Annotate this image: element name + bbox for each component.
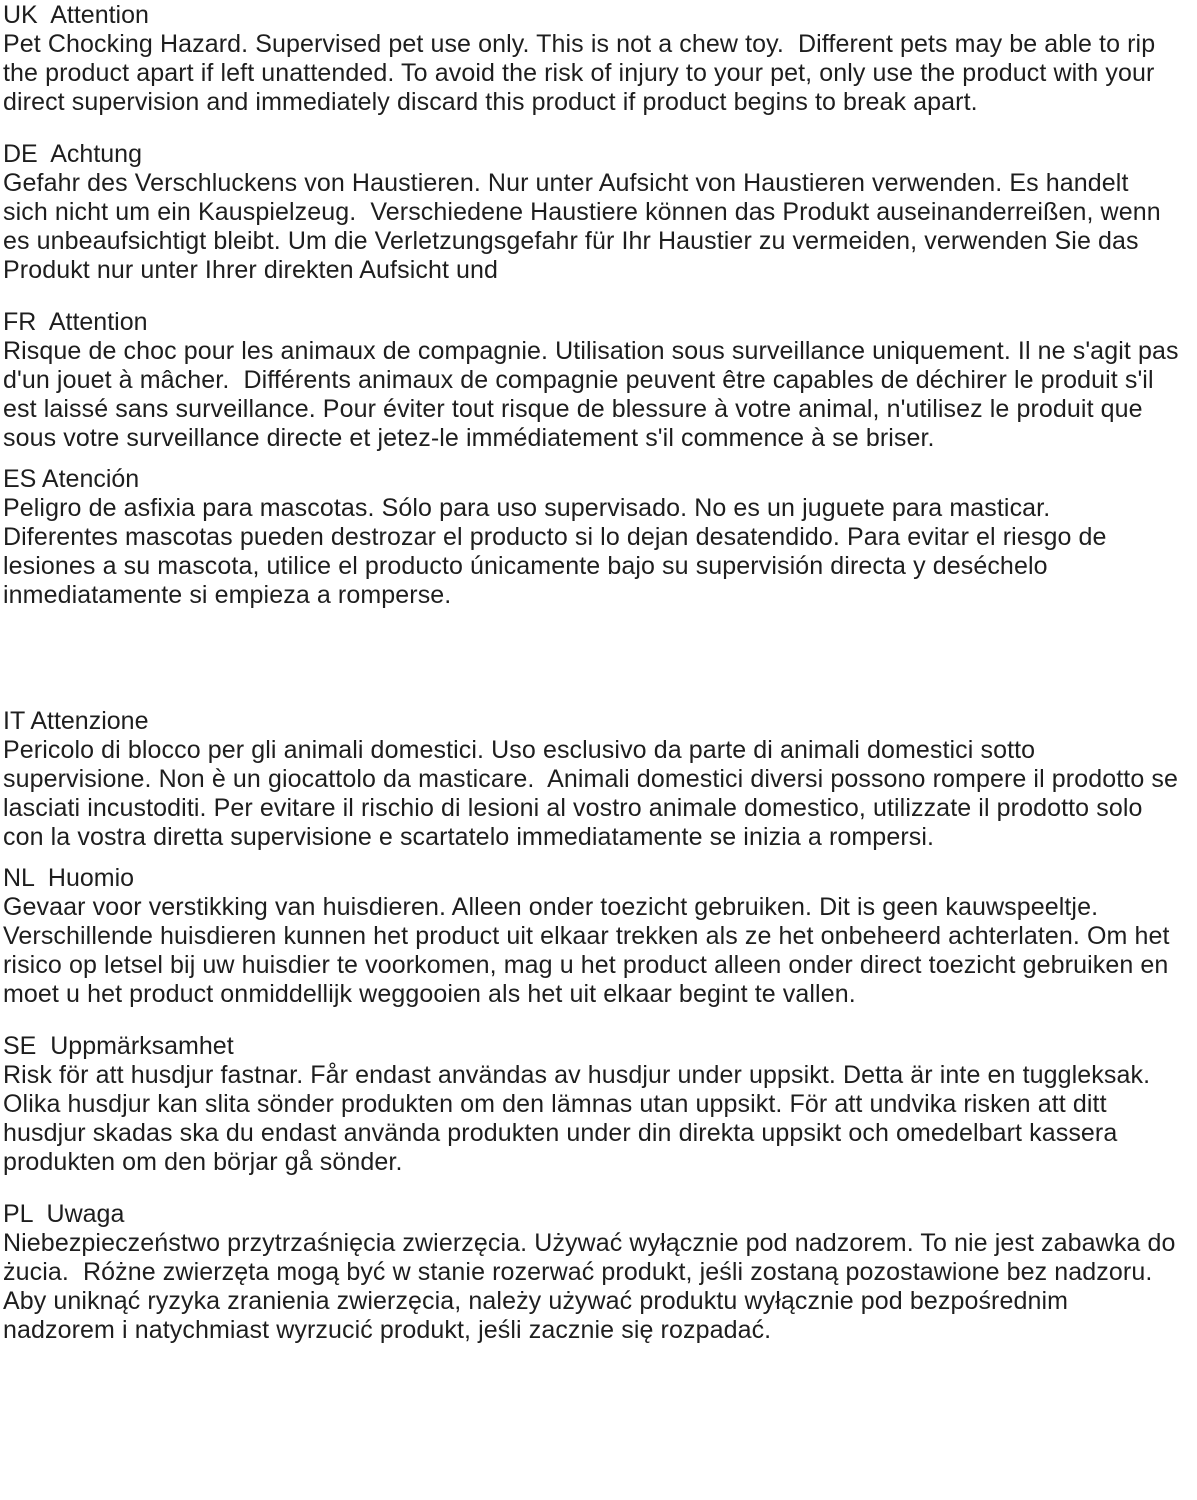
section-header-uk: UK Attention (3, 1, 149, 29)
section-body-pl: Niebezpieczeństwo przytrzaśnięcia zwierzęcia. Używać wyłącznie pod nadzorem. To nie jest zabawka do żucia. Różne zwierzęta mogą być w stanie rozerwać produkt, jeśli zostaną pozostawione bez nadzoru. Aby uniknąć ryzyka zranienia zwierzęcia, należy używać produktu wyłącznie pod bezpośrednim nadzorem i natychmiast wyrzucić produkt, jeśli zacznie się rozpadać. (3, 1229, 1183, 1344)
section-header-de: DE Achtung (3, 140, 142, 168)
section-body-se: Risk för att husdjur fastnar. Får endast användas av husdjur under uppsikt. Detta är inte en tuggleksak. Olika husdjur kan slita sönder produkten om den lämnas utan uppsikt. För att undvika risken att ditt husdjur skadas ska du endast använda produkten under din direkta uppsikt och omedelbart kassera produkten om den börjar gå sönder. (3, 1061, 1165, 1176)
warning-section-de (3, 140, 1179, 285)
section-body-it: Pericolo di blocco per gli animali domestici. Uso esclusivo da parte di animali domestici sotto supervisione. Non è un giocattolo da masticare. Animali domestici diversi possono rompere il prodotto se lasciati incustoditi. Per evitare il rischio di lesioni al vostro animale domestico, utilizzate il prodotto solo con la vostra diretta supervisione e scartatelo immediatamente se inizia a rompersi. (3, 736, 1186, 851)
warning-section-pl (3, 1200, 1183, 1345)
warning-section-se (3, 1032, 1179, 1177)
warning-section-nl (3, 864, 1179, 1009)
section-body-uk: Pet Chocking Hazard. Supervised pet use only. This is not a chew toy. Different pets may be able to rip the product apart if left unattended. To avoid the risk of injury to your pet, only use the product with your direct supervision and immediately discard this product if product begins to break apart. (3, 30, 1163, 116)
warning-section-it (3, 707, 1186, 852)
section-header-fr: FR Attention (3, 308, 148, 336)
section-body-nl: Gevaar voor verstikking van huisdieren. Alleen onder toezicht gebruiken. Dit is geen kauwspeeltje. Verschillende huisdieren kunnen het product uit elkaar trekken als ze het onbeheerd achterlaten. Om het risico op letsel bij uw huisdier te voorkomen, mag u het product alleen onder direct toezicht gebruiken en moet u het product onmiddellijk weggooien als het uit elkaar begint te vallen. (3, 893, 1177, 1008)
section-header-it: IT Attenzione (3, 707, 149, 735)
section-header-pl: PL Uwaga (3, 1200, 125, 1228)
section-header-nl: NL Huomio (3, 864, 135, 892)
warning-section-es (3, 465, 1179, 610)
section-body-es: Peligro de asfixia para mascotas. Sólo para uso supervisado. No es un juguete para masticar. Diferentes mascotas pueden destrozar el producto si lo dejan desatendido. Para evitar el riesgo de lesiones a su mascota, utilice el producto únicamente bajo su supervisión directa y deséchelo inmediatamente si empieza a romperse. (3, 494, 1114, 609)
section-header-se: SE Uppmärksamhet (3, 1032, 234, 1060)
section-body-de: Gefahr des Verschluckens von Haustieren. Nur unter Aufsicht von Haustieren verwenden. Es handelt sich nicht um ein Kauspielzeug. Verschiedene Haustiere können das Produkt auseinanderreißen, wenn es unbeaufsichtigt bleibt. Um die Verletzungsgefahr für Ihr Haustier zu vermeiden, verwenden Sie das Produkt nur unter Ihrer direkten Aufsicht und (3, 169, 1168, 284)
section-header-es: ES Atención (3, 465, 140, 493)
section-body-fr: Risque de choc pour les animaux de compagnie. Utilisation sous surveillance uniquement. Il ne s'agit pas d'un jouet à mâcher. Différents animaux de compagnie peuvent être capables de déchirer le produit s'il est laissé sans surveillance. Pour éviter tout risque de blessure à votre animal, n'utilisez le produit que sous votre surveillance directe et jetez-le immédiatement s'il commence à se briser. (3, 337, 1186, 452)
warning-section-uk (3, 1, 1179, 117)
warning-section-fr (3, 308, 1186, 453)
